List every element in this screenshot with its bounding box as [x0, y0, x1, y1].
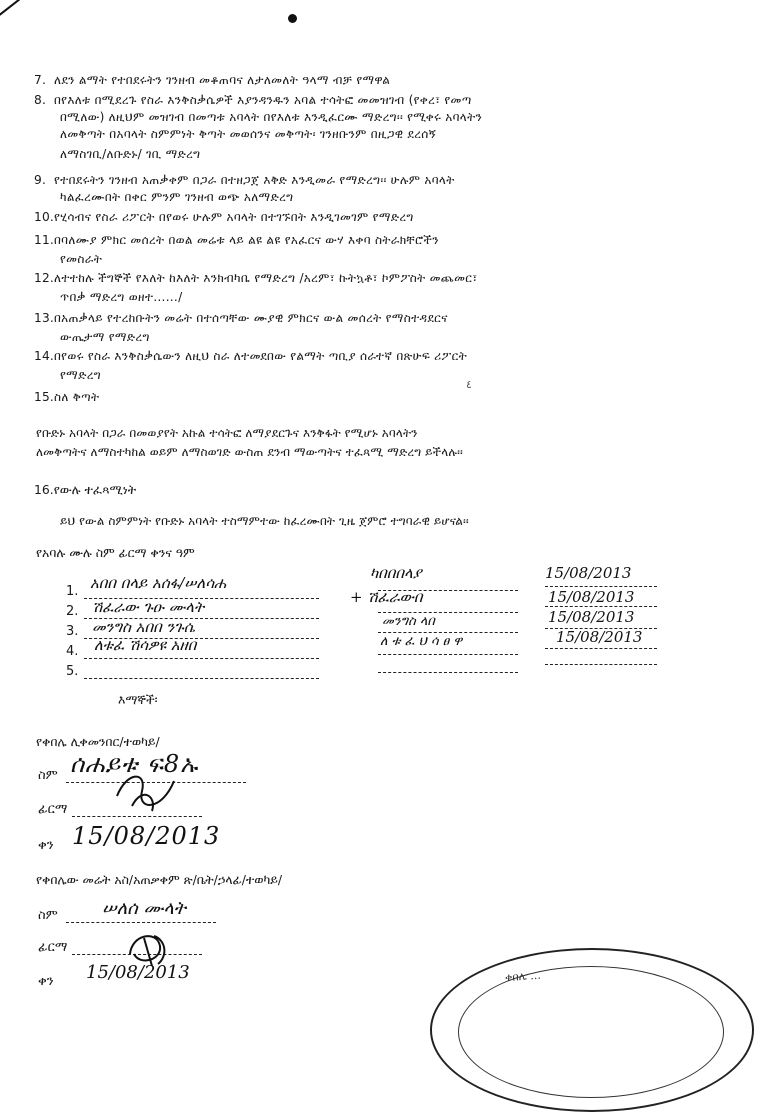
- item-text: የተበደሩትን ገንዘብ አጠቃቀም በጋራ በተዘጋጀ እቅድ እንዲመራ የማድረግ፡፡ ሁሉም አባላት: [54, 173, 455, 187]
- item-number: 9.: [34, 173, 47, 187]
- list-item-8: [34, 92, 472, 109]
- item-text: በየእለቱ በሚደረጉ የስራ እንቅስቃሴዎች እያንዳንዱን አባል ተሳትፎ መመዝገብ (የቀረ፣ የመጣ: [54, 93, 472, 107]
- signature-line: [378, 612, 518, 613]
- official-stamp-inner-ring: [458, 966, 724, 1098]
- date-label: ቀን: [38, 838, 54, 853]
- member-name-handwritten: አበበ በላይ አሰፋ/ሠለሳሐ: [90, 574, 227, 592]
- signature-line: [378, 654, 518, 655]
- item-11-line-2: የመስራት: [60, 252, 103, 266]
- item-text: በአጠቃላይ የተረከቡትን መሬት በተሰጣቸው ሙያዊ ምክርና ውል መሰረት የማስተዳደርና: [54, 311, 448, 325]
- land-office-date-handwritten: 15/08/2013: [86, 962, 190, 983]
- member-row-number: 3.: [66, 624, 79, 639]
- item-12-line-2: ጥበቃ ማድረግ ወዘተ……/: [60, 290, 183, 304]
- list-item-12: [34, 270, 477, 287]
- member-signature-handwritten: ለ ቱ ፈ ህ ሳ ፀ ዋ: [380, 634, 463, 649]
- list-item-10: [34, 209, 414, 226]
- stray-mark: ٤: [466, 378, 472, 391]
- name-line: [84, 678, 319, 679]
- date-line: [545, 648, 657, 649]
- list-item-7: [34, 72, 390, 89]
- item-8-line-3: ለመቅጣት በአባላት ስምምነት ቅጣት መወሰንና መቅጣት፡ ገንዘቡንም በዚጋዊ ደረሰኝ: [60, 127, 437, 141]
- member-date-handwritten: 15/08/2013: [545, 564, 632, 582]
- item-8-line-2: በሚለው) ለዚህም መዝገብ በመጣቱ አባላት በየእለቱ እንዲፈርሙ ማድረግ፡፡ የሚቀሩ አባላትን: [60, 110, 483, 124]
- item-number: 13.: [34, 311, 54, 325]
- penalty-paragraph-line-2: ለመቅጣትና ለማስተካከል ወይም ለማስወገድ ውስጠ ደንብ ማውጣትና ተፈጻሚ ማድረግ ይችላሉ፡፡: [36, 445, 463, 459]
- date-line: [545, 586, 657, 587]
- members-heading: የአባሉ ሙሉ ስም ፊርማ ቀንና ዓም: [36, 545, 195, 560]
- ink-dot: [288, 14, 297, 23]
- item-number: 12.: [34, 271, 54, 285]
- item-8-line-4: ለማስገቢ/ለቡድኑ/ ገቢ ማድረግ: [60, 147, 201, 161]
- member-signature-handwritten: መንግስ ላበ: [382, 614, 435, 629]
- witnesses-heading: እማኞች፡: [118, 692, 158, 707]
- member-name-handwritten: ሽፈራው ጉዑ ሙላት: [92, 598, 205, 616]
- kebele-chair-signature: [112, 766, 182, 816]
- corner-scan-line: [0, 0, 43, 20]
- member-row-number: 1.: [66, 584, 79, 599]
- item-number: 15.: [34, 390, 54, 404]
- signature-label: ፊርማ: [38, 802, 68, 817]
- penalty-paragraph-line-1: የቡድኑ አባላት በጋራ በመወያየት አኩል ተሳትፎ ለማያደርጉና እንቅፋት የሚሆኑ አባላትን: [36, 426, 418, 440]
- member-signature-handwritten: + ሽፈራውበ: [350, 588, 423, 606]
- list-item-15: [34, 389, 99, 406]
- item-number: 11.: [34, 233, 54, 247]
- member-date-handwritten: 15/08/2013: [556, 628, 643, 646]
- list-item-11: [34, 232, 439, 249]
- effectiveness-heading: 16.የውሉ ተፈጻሚነት: [34, 482, 137, 497]
- kebele-chair-date-handwritten: 15/08/2013: [72, 822, 221, 850]
- member-row-number: 4.: [66, 644, 79, 659]
- member-row-number: 2.: [66, 604, 79, 619]
- member-name-handwritten: ለቱፈ ሽሳዎዩ አዘበ: [94, 636, 197, 654]
- name-label: ስም: [38, 908, 58, 923]
- kebele-chair-title: የቀበሌ ሊቀመንበር/ተወካይ/: [36, 734, 160, 749]
- name-line: [84, 658, 319, 659]
- item-text: በየወሩ የስራ እንቅስቃሴውን ለዚህ ስራ ለተመደበው የልማት ጣቢያ ሰራተኛ በጽሁፍ ሪፖርት: [54, 349, 468, 363]
- effectiveness-text: ይህ የውል ስምምነት የቡድኑ አባላት ተስማምተው ከፈረሙበት ጊዜ ጀምሮ ተግባራዊ ይሆናል፡፡: [60, 514, 469, 528]
- item-9-line-2: ካልፈረሙበት በቀር ምንም ገንዘብ ወጭ አለማድረግ: [60, 190, 294, 204]
- item-number: 10.: [34, 210, 54, 224]
- item-text: የሂሳብና የስራ ሪፖርት በየወሩ ሁሉም አባላት በተገኙበት እንዲገመገም የማድረግ: [54, 210, 414, 224]
- item-number: 7.: [34, 73, 47, 87]
- item-text: ስለ ቅጣት: [54, 390, 100, 404]
- date-line: [545, 606, 657, 607]
- member-date-handwritten: 15/08/2013: [548, 608, 635, 626]
- item-text: በባለሙያ ምክር መሰረት በወል መሬቱ ላይ ልዩ ልዩ የአፈርና ውሃ እቀባ ስትራክቸሮችን: [54, 233, 439, 247]
- list-item-9: [34, 172, 455, 189]
- name-label: ስም: [38, 768, 58, 783]
- item-14-line-2: የማድረግ: [60, 368, 101, 382]
- signature-line: [72, 816, 202, 817]
- stamp-text: ቀበሌ ...: [504, 968, 542, 985]
- list-item-14: [34, 348, 467, 365]
- member-date-handwritten: 15/08/2013: [548, 588, 635, 606]
- date-line: [545, 664, 657, 665]
- member-name-handwritten: መንግስ አበበ ንጉሴ: [92, 618, 195, 636]
- signature-label: ፊርማ: [38, 940, 68, 955]
- item-number: 14.: [34, 349, 54, 363]
- signature-line: [378, 672, 518, 673]
- member-row-number: 5.: [66, 664, 79, 679]
- list-item-13: [34, 310, 448, 327]
- date-label: ቀን: [38, 974, 54, 989]
- kebele-chair-name-handwritten: ሰሐይቱ ፍ8ኡ: [70, 750, 199, 778]
- item-number: 8.: [34, 93, 47, 107]
- member-signature-handwritten: ካበበበላያ: [370, 564, 422, 582]
- land-office-title: የቀበሌው መሬት አስ/አጠቃቀም ጽ/ቤት/ኃላፊ/ተወካይ/: [36, 872, 283, 887]
- item-text: ለደን ልማት የተበደሩትን ገንዘብ መቆጠባና ለታለመለት ዓላማ ብቻ የማዋል: [54, 73, 391, 87]
- name-line: [66, 922, 216, 923]
- item-text: ለተተከሉ ችግኞች የእለት ከእለት እንክብካቤ የማድረግ /አረም፣ ኩትኳቶ፣ ኮምፖስት መጨመር፣: [54, 271, 478, 285]
- signature-line: [378, 632, 518, 633]
- item-13-line-2: ውጤታማ የማድረግ: [60, 330, 150, 344]
- land-office-name-handwritten: ሠለሰ ሙላት: [102, 898, 186, 919]
